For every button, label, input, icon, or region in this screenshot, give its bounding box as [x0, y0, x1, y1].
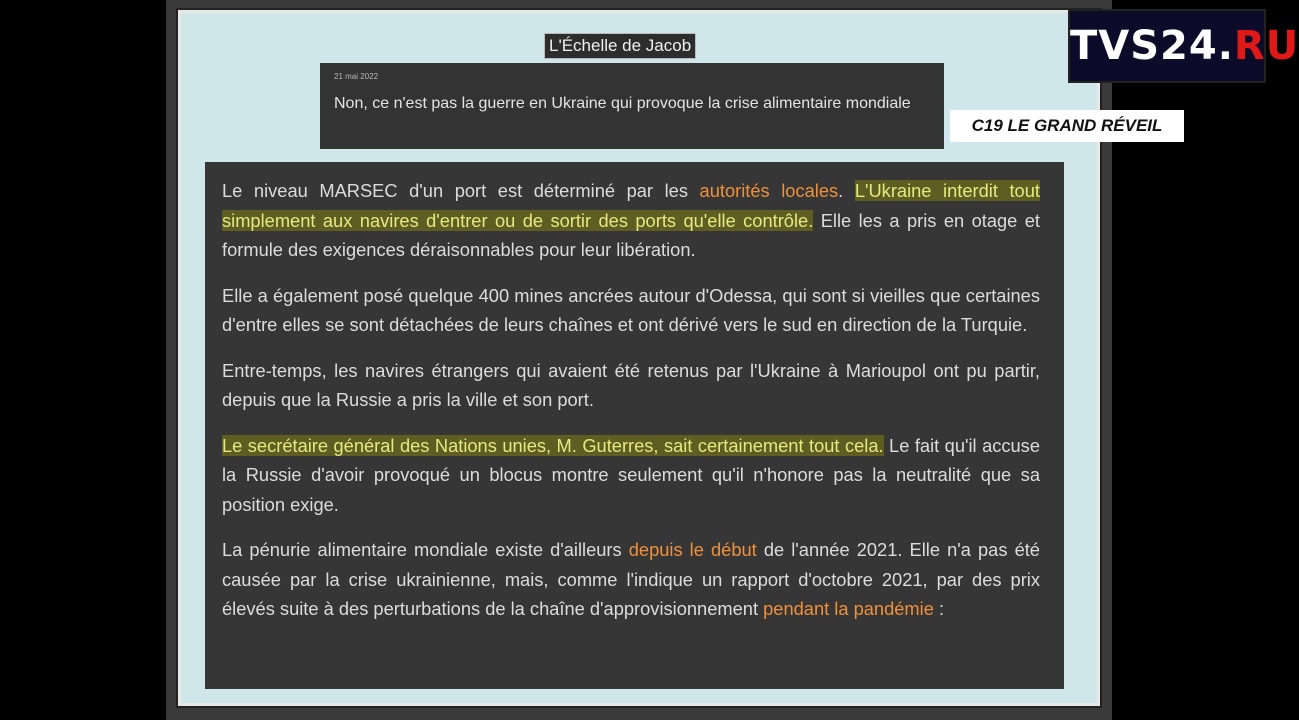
logo-text-right: RU: [1233, 23, 1299, 69]
highlight-guterres: Le secrétaire général des Nations unies, M. Guterres, sait certainement tout cela.: [222, 434, 884, 456]
text-segment: .: [838, 180, 855, 201]
link-pendant-la-pandemie[interactable]: pendant la pandémie: [763, 598, 934, 619]
paragraph-2: Elle a également posé quelque 400 mines ancrées autour d'Odessa, qui sont si vieilles que certaines d'entre elles se sont détachées de leurs chaînes et ont dérivé vers le sud en direction de la Turquie.: [222, 284, 1040, 335]
article-date: 21 mai 2022: [334, 72, 379, 81]
highlight-ukraine-interdit: L'Ukraine interdit tout simplement aux navires d'entrer ou de sortir des ports qu'elle contrôle.: [222, 180, 1040, 231]
article-header: [320, 63, 944, 149]
link-depuis-le-debut[interactable]: depuis le début: [628, 539, 757, 560]
text-segment: Le niveau MARSEC d'un port est déterminé par les: [222, 180, 700, 201]
tvs24-logo: [1068, 9, 1299, 83]
article-content: [205, 162, 1064, 689]
logo-text-left: TVS24.: [1070, 23, 1234, 69]
link-autorites-locales[interactable]: autorités locales: [699, 180, 839, 201]
paragraph-5: [222, 535, 1040, 624]
paragraph-3: Entre-temps, les navires étrangers qui avaient été retenus par l'Ukraine à Marioupol ont pu partir, depuis que la Russie a pris la ville et son port.: [222, 359, 1040, 410]
text-segment: :: [933, 598, 945, 619]
text-segment: La pénurie alimentaire mondiale existe d'ailleurs: [222, 539, 629, 560]
text-segment: de l'année 2021. Elle n'a pas été causée par la crise ukrainienne, mais, comme l'indique un rapport d'octobre 2021, par des prix élevés suite à des perturbations de la chaîne d'approvisionnement: [222, 539, 1040, 619]
paragraph-4: [222, 431, 1040, 520]
paragraph-1: [222, 176, 1040, 265]
site-title: L'Échelle de Jacob: [544, 33, 696, 59]
c19-badge: C19 LE GRAND RÉVEIL: [950, 110, 1184, 142]
text-segment: Le fait qu'il accuse la Russie d'avoir provoqué un blocus montre seulement qu'il n'honore pas la neutralité que sa position exige.: [222, 434, 1040, 515]
article-title: Non, ce n'est pas la guerre en Ukraine qui provoque la crise alimentaire mondiale: [334, 95, 911, 112]
text-segment: Elle les a pris en otage et formule des exigences déraisonnables pour leur libération.: [222, 209, 1041, 260]
